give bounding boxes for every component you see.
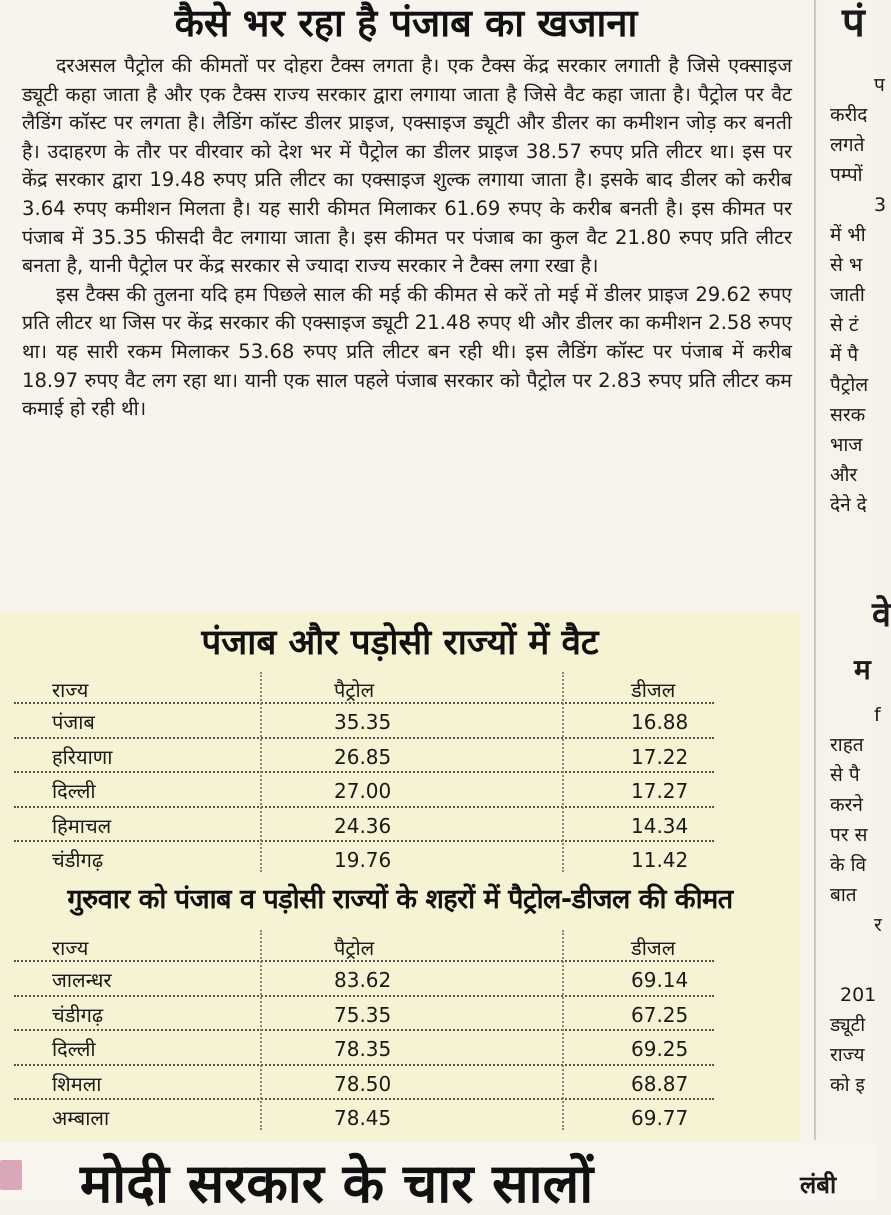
- neighbour-line: पैट्रोल: [830, 374, 869, 396]
- table-row: [14, 842, 714, 877]
- header-petrol: पैट्रोल: [334, 936, 375, 960]
- price-table: [14, 930, 714, 1135]
- table-row: [14, 1100, 714, 1135]
- header-petrol: पैट्रोल: [334, 678, 375, 702]
- column-divider: [260, 672, 262, 872]
- neighbour-subhead-fragment: म: [854, 653, 871, 686]
- neighbour-line: f: [874, 704, 881, 726]
- cell-diesel: 17.22: [631, 744, 689, 769]
- cell-petrol: 24.36: [334, 813, 392, 838]
- cell-diesel: 68.87: [631, 1071, 689, 1096]
- neighbour-line: करने: [830, 794, 863, 816]
- neighbour-line: राज्य: [830, 1044, 865, 1066]
- price-table-title: गुरुवार को पंजाब व पड़ोसी राज्यों के शहरों में पैट्रोल-डीजल की कीमत: [67, 884, 733, 915]
- cell-city: शिमला: [52, 1071, 102, 1096]
- cell-petrol: 35.35: [334, 710, 392, 734]
- cell-diesel: 69.14: [631, 968, 689, 992]
- cell-state: पंजाब: [52, 710, 95, 734]
- cell-petrol: 19.76: [334, 848, 392, 872]
- table-row: [14, 1066, 714, 1101]
- cell-city: दिल्ली: [52, 1037, 96, 1061]
- neighbour-line: पर स: [830, 824, 868, 846]
- cell-city: चंडीगढ़: [52, 1002, 104, 1027]
- neighbour-line: जाती: [830, 284, 865, 306]
- cell-state: हरियाणा: [52, 744, 113, 769]
- cell-state: हिमाचल: [52, 813, 112, 838]
- cell-petrol: 78.50: [334, 1071, 392, 1096]
- neighbour-line: से पै: [830, 764, 860, 786]
- column-rule: [814, 0, 816, 1140]
- neighbour-line: प: [874, 74, 885, 96]
- cell-state: दिल्ली: [52, 779, 96, 803]
- cell-diesel: 17.27: [631, 779, 689, 803]
- neighbour-line: राहत: [830, 734, 864, 756]
- neighbour-line: और: [830, 464, 858, 486]
- column-divider: [562, 672, 564, 872]
- neighbour-line: पम्पों: [830, 164, 863, 186]
- header-state: राज्य: [52, 678, 89, 702]
- neighbour-line: बात: [830, 884, 857, 906]
- article-paragraph-2: इस टैक्स की तुलना यदि हम पिछले साल की मई की कीमत से करें तो मई में डीलर प्राइज 29.62 रुपए प्रति लीटर था जिस पर केंद्र सरकार की एक्साइज ड्यूटी 21.48 रुपए थी और डीलर का कमीशन 2.58 रुपए था। यह सारी रकम मिलाकर 53.68 रुपए प्रति लीटर बन रही थी। इस लैडिंग कॉस्ट पर पंजाब में करीब 18.97 रुपए वैट लग रहा था। यानी एक साल पहले पंजाब सरकार को पैट्रोल पर 2.83 रुपए प्रति लीटर कम कमाई हो रही थी।: [22, 282, 792, 421]
- table-row: [14, 808, 714, 843]
- vat-table-title: पंजाब और पड़ोसी राज्यों में वैट: [201, 623, 599, 663]
- neighbour-line: में भी: [830, 224, 866, 246]
- cell-state: चंडीगढ़: [52, 848, 104, 872]
- table-row: [14, 773, 714, 808]
- neighbour-line: में पै: [830, 344, 859, 366]
- neighbour-line: देने दे: [830, 494, 867, 516]
- table-row: [14, 739, 714, 774]
- cell-petrol: 27.00: [334, 779, 392, 803]
- next-article-strip: [0, 1142, 877, 1215]
- neighbour-line: भाज: [830, 434, 863, 456]
- neighbour-line: से भ: [830, 254, 863, 276]
- table-row: [14, 997, 714, 1032]
- neighbour-line: ड्यूटी: [830, 1014, 866, 1036]
- cell-petrol: 83.62: [334, 968, 392, 992]
- cell-diesel: 69.77: [631, 1106, 689, 1130]
- neighbour-line: करीद: [830, 104, 868, 126]
- cell-diesel: 16.88: [631, 710, 689, 734]
- cell-petrol: 78.45: [334, 1106, 392, 1130]
- cell-city: जालन्धर: [52, 968, 112, 992]
- neighbour-line: र: [874, 914, 882, 936]
- price-table-header-row: [14, 930, 714, 962]
- cell-petrol: 75.35: [334, 1002, 392, 1027]
- vat-table: [14, 672, 714, 877]
- tables-box: [0, 612, 800, 1142]
- table-row: [14, 962, 714, 997]
- neighbour-text-mid: [830, 700, 882, 940]
- neighbour-line: को इ: [830, 1074, 865, 1096]
- cell-diesel: 14.34: [631, 813, 689, 838]
- cell-diesel: 69.25: [631, 1037, 689, 1061]
- neighbour-line: लगते: [830, 134, 865, 156]
- column-divider: [562, 930, 564, 1130]
- cell-petrol: 26.85: [334, 744, 392, 769]
- vat-table-header-row: [14, 672, 714, 704]
- neighbour-line: सरक: [830, 404, 866, 426]
- neighbour-text-bottom: [830, 980, 876, 1100]
- header-diesel: डीजल: [631, 678, 676, 702]
- next-article-headline: मोदी सरकार के चार सालों: [80, 1152, 594, 1215]
- article-body: [22, 52, 792, 424]
- neighbour-article-column: [818, 0, 891, 1140]
- cell-petrol: 78.35: [334, 1037, 392, 1061]
- article-headline: कैसे भर रहा है पंजाब का खजाना: [174, 1, 638, 45]
- next-article-fragment: लंबी: [800, 1171, 837, 1199]
- header-state: राज्य: [52, 936, 89, 960]
- neighbour-text-top: [830, 70, 886, 520]
- neighbour-line: से टं: [830, 314, 859, 336]
- neighbour-line: के वि: [830, 854, 867, 876]
- neighbour-line: 3: [874, 194, 887, 216]
- column-divider: [260, 930, 262, 1130]
- article-paragraph-1: दरअसल पैट्रोल की कीमतों पर दोहरा टैक्स लगता है। एक टैक्स केंद्र सरकार लगाती है जिसे एक्साइज ड्यूटी कहा जाता है और एक टैक्स राज्य सरकार द्वारा लगाया जाता है जिसे वैट कहा जाता है। पैट्रोल पर वैट लैडिंग कॉस्ट पर लगता है। लैडिंग कॉस्ट डीलर प्राइज, एक्साइज ड्यूटी और डीलर का कमीशन जोड़ कर बनती है। उदाहरण के तौर पर वीरवार को देश भर में पैट्रोल का डीलर प्राइज 38.57 रुपए प्रति लीटर था। इस पर केंद्र सरकार द्वारा 19.48 रुपए प्रति लीटर का एक्साइज शुल्क लगाया जाता है। इसके बाद डीलर को करीब 3.64 रुपए कमीशन मिलता है। यह सारी कीमत मिलाकर 61.69 रुपए के करीब बनती है। इस कीमत पर पंजाब में 35.35 फीसदी वैट लगाया जाता है। इस कीमत पर पंजाब का कुल वैट 21.80 रुपए प्रति लीटर बनता है, यानी पैट्रोल पर केंद्र सरकार से ज्यादा राज्य सरकार ने टैक्स लगा रखा है।: [22, 54, 792, 278]
- neighbour-headline-fragment: पं: [842, 0, 865, 46]
- cell-diesel: 67.25: [631, 1002, 689, 1027]
- cell-diesel: 11.42: [631, 848, 689, 872]
- table-row: [14, 704, 714, 739]
- page-corner-mark: [0, 1160, 22, 1190]
- table-row: [14, 1031, 714, 1066]
- neighbour-line: 201: [840, 984, 877, 1006]
- header-diesel: डीजल: [631, 936, 676, 960]
- neighbour-subhead-fragment: वे: [872, 595, 891, 635]
- cell-city: अम्बाला: [52, 1106, 110, 1130]
